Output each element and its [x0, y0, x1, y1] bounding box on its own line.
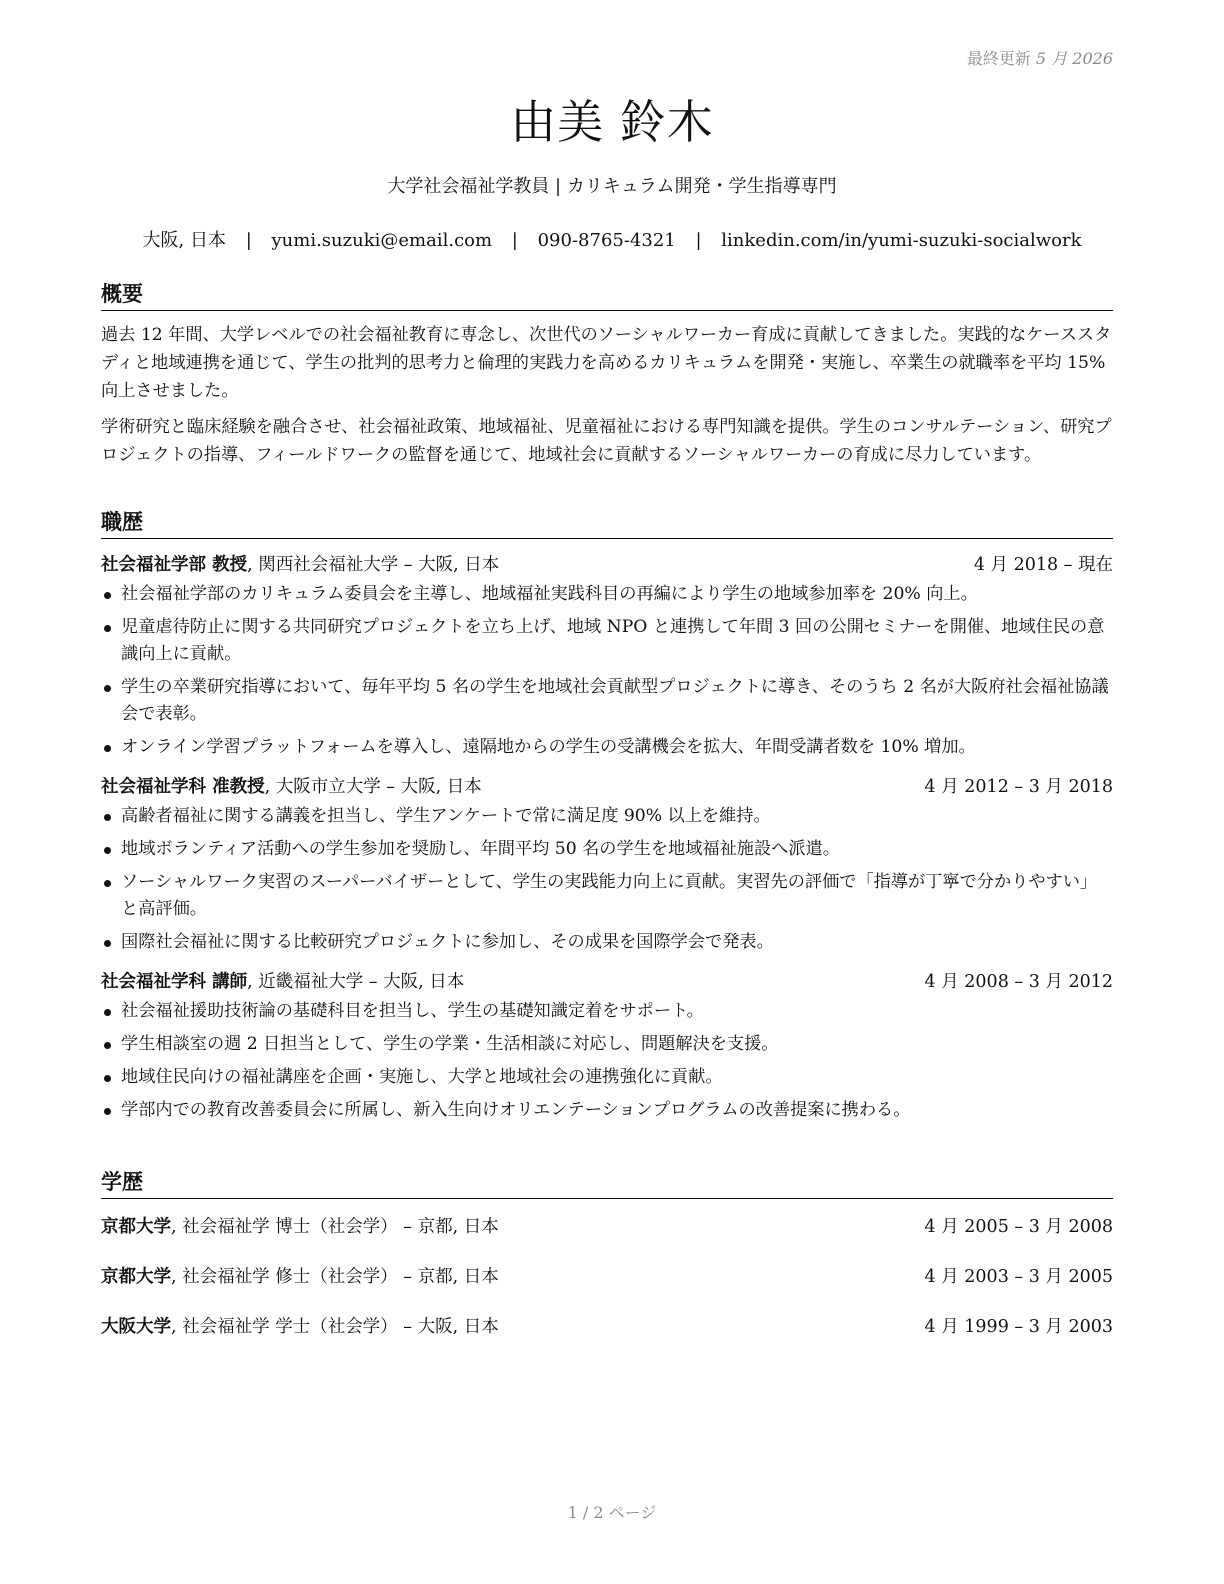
job-org: , 大阪市立大学 – 大阪, 日本: [264, 777, 482, 797]
job-bullets: [101, 998, 1113, 1124]
summary-paragraph: 学術研究と臨床経験を融合させ、社会福祉政策、地域福祉、児童福祉における専門知識を提供。学生のコンサルテーション、研究プロジェクトの指導、フィールドワークの監督を通じて、地域社会に貢献するソーシャルワーカーの育成に尽力しています。: [101, 417, 1112, 465]
job-bullet: 国際社会福祉に関する比較研究プロジェクトに参加し、その成果を国際学会で発表。: [101, 929, 1113, 956]
education-dates: 4 月 2003 – 3 月 2005: [924, 1267, 1113, 1287]
last-updated: [967, 46, 1113, 69]
education-entry: [101, 1313, 1113, 1341]
last-updated-label: 最終更新: [966, 49, 1031, 68]
contact-linkedin-link[interactable]: linkedin.com/in/yumi-suzuki-socialwork: [721, 230, 1082, 251]
education-entry: [101, 1213, 1113, 1241]
job-dates: 4 月 2018 – 現在: [973, 555, 1113, 575]
job-bullet: 地域ボランティア活動への学生参加を奨励し、年間平均 50 名の学生を地域福祉施設へ派遣。: [101, 836, 1113, 863]
job-entry: [101, 551, 1113, 761]
job-dates: 4 月 2008 – 3 月 2012: [924, 972, 1113, 992]
job-role: 社会福祉学部 教授: [101, 555, 248, 575]
education-entry: [101, 1263, 1113, 1291]
job-role: 社会福祉学科 准教授: [101, 777, 265, 797]
job-dates: 4 月 2012 – 3 月 2018: [924, 777, 1113, 797]
contact-phone: 090-8765-4321: [537, 230, 676, 251]
education-dates: 4 月 1999 – 3 月 2003: [924, 1317, 1113, 1337]
contact-email-link[interactable]: yumi.suzuki@email.com: [271, 230, 493, 251]
job-bullet: 児童虐待防止に関する共同研究プロジェクトを立ち上げ、地域 NPO と連携して年間 3 回の公開セミナーを開催、地域住民の意識向上に貢献。: [101, 614, 1113, 668]
contact-separator: |: [695, 230, 702, 251]
summary-heading: 概要: [101, 278, 1113, 311]
experience-section: [101, 506, 1113, 1130]
job-bullet: 地域住民向けの福祉講座を企画・実施し、大学と地域社会の連携強化に貢献。: [101, 1064, 1113, 1091]
job-bullets: [101, 803, 1113, 956]
job-org: , 関西社会福祉大学 – 大阪, 日本: [247, 555, 500, 575]
job-entry: [101, 968, 1113, 1124]
job-bullet: 社会福祉学部のカリキュラム委員会を主導し、地域福祉実践科目の再編により学生の地域参加率を 20% 向上。: [101, 581, 1113, 608]
education-detail: , 社会福祉学 博士（社会学） – 京都, 日本: [171, 1217, 499, 1237]
job-bullet: 学生の卒業研究指導において、毎年平均 5 名の学生を地域社会貢献型プロジェクトに導き、そのうち 2 名が大阪府社会福祉協議会で表彰。: [101, 674, 1113, 728]
page-number: 1 / 2 ページ: [567, 1503, 657, 1522]
experience-heading: 職歴: [101, 506, 1113, 539]
job-org: , 近畿福祉大学 – 大阪, 日本: [247, 972, 465, 992]
summary-section: [101, 278, 1113, 469]
job-role: 社会福祉学科 講師: [101, 972, 248, 992]
candidate-name: 由美 鈴木: [510, 95, 714, 149]
contact-separator: |: [511, 230, 518, 251]
candidate-headline: 大学社会福祉学教員 | カリキュラム開発・学生指導専門: [387, 176, 837, 197]
job-bullets: [101, 581, 1113, 761]
job-header: [101, 968, 1113, 996]
education-detail: , 社会福祉学 学士（社会学） – 大阪, 日本: [171, 1317, 499, 1337]
job-bullet: オンライン学習プラットフォームを導入し、遠隔地からの学生の受講機会を拡大、年間受講者数を 10% 増加。: [101, 734, 1113, 761]
education-school: 大阪大学: [101, 1317, 171, 1337]
education-school: 京都大学: [101, 1267, 171, 1287]
job-header: [101, 773, 1113, 801]
job-bullet: 学生相談室の週 2 日担当として、学生の学業・生活相談に対応し、問題解決を支援。: [101, 1031, 1113, 1058]
education-section: [101, 1166, 1113, 1341]
job-bullet: ソーシャルワーク実習のスーパーバイザーとして、学生の実践能力向上に貢献。実習先の評価で「指導が丁寧で分かりやすい」と高評価。: [101, 869, 1113, 923]
contact-separator: |: [245, 230, 252, 251]
contact-location: 大阪, 日本: [142, 230, 226, 251]
job-bullet: 高齢者福祉に関する講義を担当し、学生アンケートで常に満足度 90% 以上を維持。: [101, 803, 1113, 830]
contact-line: [0, 226, 1224, 252]
education-heading: 学歴: [101, 1166, 1113, 1199]
job-entry: [101, 773, 1113, 956]
education-dates: 4 月 2005 – 3 月 2008: [924, 1217, 1113, 1237]
summary-paragraph: 過去 12 年間、大学レベルでの社会福祉教育に専念し、次世代のソーシャルワーカー育成に貢献してきました。実践的なケーススタディと地域連携を通じて、学生の批判的思考力と倫理的実践力を高めるカリキュラムを開発・実施し、卒業生の就職率を平均 15% 向上させました。: [101, 325, 1112, 401]
job-header: [101, 551, 1113, 579]
job-bullet: 学部内での教育改善委員会に所属し、新入生向けオリエンテーションプログラムの改善提案に携わる。: [101, 1097, 1113, 1124]
education-detail: , 社会福祉学 修士（社会学） – 京都, 日本: [171, 1267, 499, 1287]
job-bullet: 社会福祉援助技術論の基礎科目を担当し、学生の基礎知識定着をサポート。: [101, 998, 1113, 1025]
education-school: 京都大学: [101, 1217, 171, 1237]
last-updated-date: 5 月 2026: [1035, 49, 1113, 68]
